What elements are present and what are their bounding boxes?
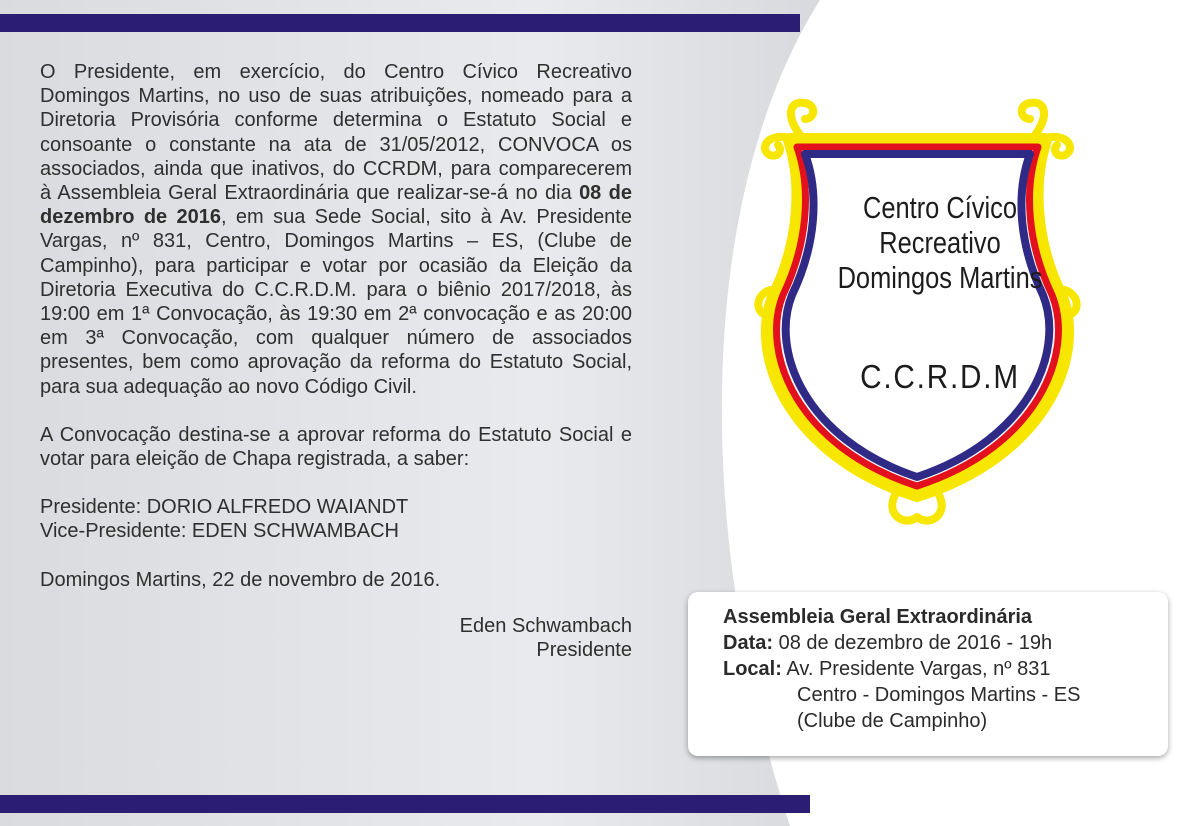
crest-line-3: Domingos Martins	[837, 260, 1043, 295]
meeting-date-bold: 08 de dezembro de 2016	[40, 182, 632, 229]
letter-paragraph-1-end: , em sua Sede Social, sito à Av. Presidente Vargas, nº 831, Centro, Domingos Martins – ES, (Clube de Campinho), para participar e votar por ocasião da Eleição da Diretoria Executiva do C.C.R.D.M. para o biênio 2017/2018, às 19:00 em 1ª Convocação, às 19:30 em 2ª convocação e as 20:00 em 3ª Convocação, com qualquer número de associados presentes, bem como aprovação da reforma do Estatuto Social, para sua adequação ao novo Código Civil.	[40, 206, 632, 398]
president-line: Presidente: DORIO ALFREDO WAIANDT	[40, 496, 409, 519]
crest-acronym: C.C.R.D.M	[860, 358, 1020, 395]
info-local-row	[723, 656, 1080, 682]
letter-paragraph-1	[40, 60, 632, 399]
info-local-line-3: (Clube de Campinho)	[797, 710, 988, 732]
place-date-line: Domingos Martins, 22 de novembro de 2016.	[40, 568, 441, 591]
info-local-line-1: Av. Presidente Vargas, nº 831	[781, 658, 1051, 680]
club-shield-emblem	[745, 95, 1090, 535]
info-date-value: 08 de dezembro de 2016 - 19h	[773, 632, 1053, 654]
info-title	[723, 604, 1080, 630]
info-local-label: Local:	[723, 658, 782, 680]
info-title-text: Assembleia Geral Extraordinária	[723, 606, 1033, 628]
convocation-letter	[40, 60, 632, 662]
crest-club-name	[817, 190, 1063, 295]
signature-name: Eden Schwambach	[459, 614, 632, 637]
info-date-label: Data:	[723, 632, 774, 654]
signature-block	[40, 614, 632, 662]
crest-line-2: Recreativo	[879, 225, 1001, 260]
crest-line-1: Centro Cívico	[862, 190, 1017, 225]
top-stripe	[0, 14, 800, 32]
info-date-row	[723, 630, 1080, 656]
vice-president-line: Vice-Presidente: EDEN SCHWAMBACH	[40, 520, 399, 543]
signature-title: Presidente	[536, 639, 632, 662]
bottom-stripe	[0, 795, 810, 813]
letter-paragraph-1-start: O Presidente, em exercício, do Centro Cívico Recreativo Domingos Martins, no uso de suas atribuições, nomeado para a Diretoria Provisória conforme determina o Estatuto Social e consoante o constante na ata de 31/05/2012, CONVOCA os associados, ainda que inativos, do CCRDM, para comparecerem à Assembleia Geral Extraordinária que realizar-se-á no dia	[40, 61, 632, 205]
candidates-block	[40, 495, 632, 543]
info-local-line-2: Centro - Domingos Martins - ES	[797, 684, 1081, 706]
meeting-info-box	[688, 592, 1168, 756]
letter-paragraph-2: A Convocação destina-se a aprovar reforma do Estatuto Social e votar para eleição de Chapa registrada, a saber:	[40, 423, 632, 471]
